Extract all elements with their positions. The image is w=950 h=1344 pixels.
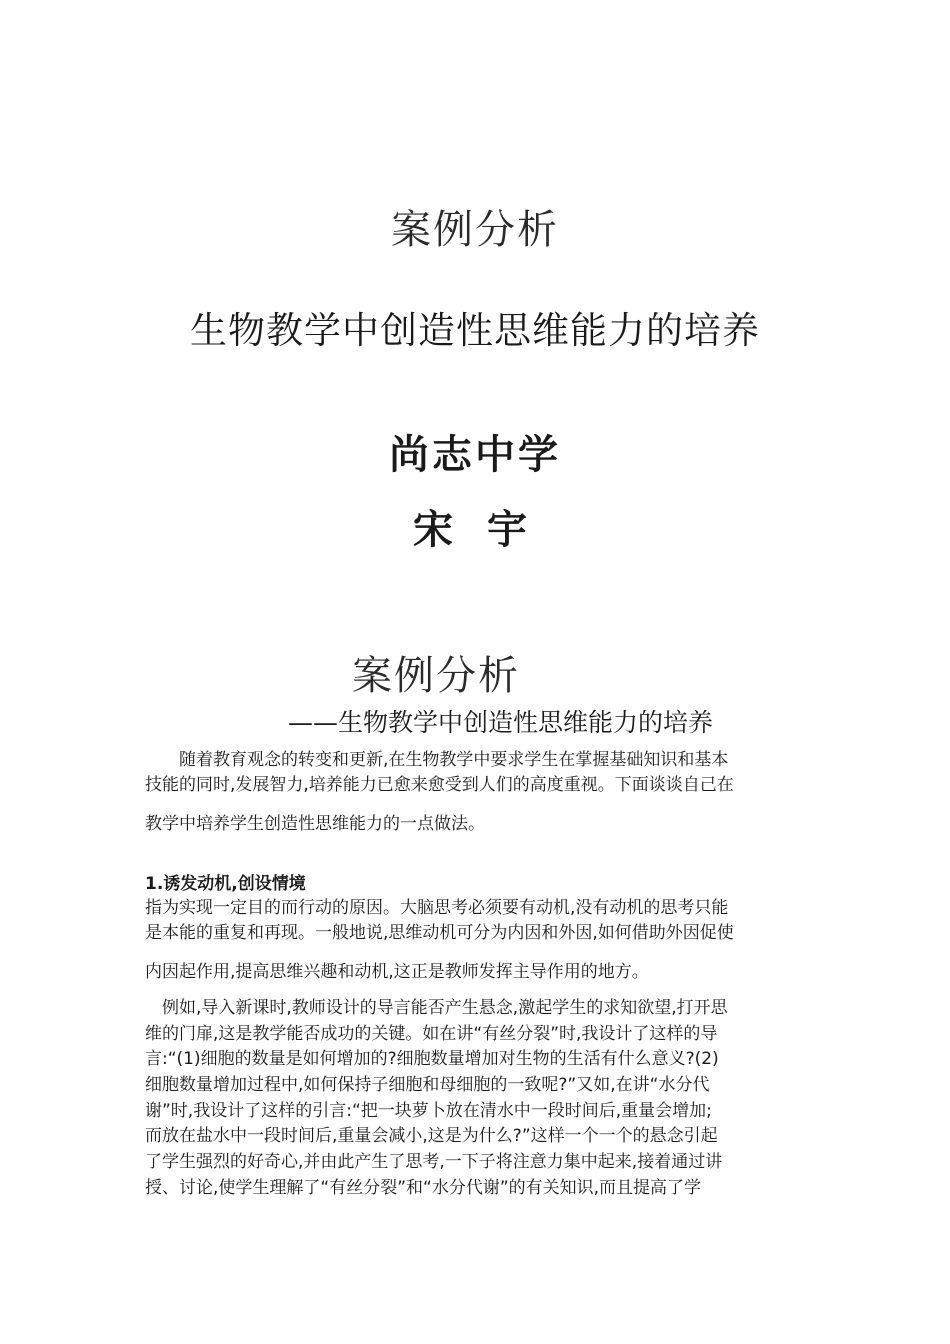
text-line: 指为实现一定目的而行动的原因。大脑思考必须要有动机,没有动机的思考只能 [145,898,729,918]
text-line: 教学中培养学生创造性思维能力的一点做法。 [145,814,485,834]
text-line: 维的门扉,这是教学能否成功的关键。如在讲“有丝分裂”时,我设计了这样的导 [145,1023,718,1044]
text-line: 内因起作用,提高思维兴趣和动机,这正是教师发挥主导作用的地方。 [145,962,649,982]
body-heading: 案例分析 [352,653,520,699]
text-line: 谢”时,我设计了这样的引言:“把一块萝卜放在清水中一段时间后,重量会增加; [145,1100,712,1121]
cover-author: 宋 宇 [413,507,537,553]
cover-title: 生物教学中创造性思维能力的培养 [190,309,760,352]
text-line: 授、讨论,使学生理解了“有丝分裂”和“水分代谢”的有关知识,而且提高了学 [145,1177,702,1198]
text-line: 而放在盐水中一段时间后,重量会减小,这是为什么?”这样一个一个的悬念引起 [145,1126,718,1147]
text-line: 是本能的重复和再现。一般地说,思维动机可分为内因和外因,如何借助外因促使 [145,923,734,943]
text-line: 随着教育观念的转变和更新,在生物教学中要求学生在掌握基础知识和基本 [145,750,729,770]
cover-school: 尚志中学 [389,432,561,478]
text-line: 例如,导入新课时,教师设计的导言能否产生悬念,激起学生的求知欲望,打开思 [145,998,728,1018]
section-1-heading: 1.诱发动机,创设情境 [145,874,306,894]
intro-paragraph [145,748,815,837]
body-subtitle: ——生物教学中创造性思维能力的培养 [288,708,714,737]
section-heading [145,872,815,896]
text-line: 细胞数量增加过程中,如何保持子细胞和母细胞的一致呢?”又如,在讲“水分代 [145,1075,710,1096]
text-line: 技能的同时,发展智力,培养能力已愈来愈受到人们的高度重视。下面谈谈自己在 [145,775,734,795]
text-line: 了学生强烈的好奇心,并由此产生了思考,一下子将注意力集中起来,接着通过讲 [145,1152,723,1173]
example-paragraph [145,996,815,1202]
text-line: 言:“(1)细胞的数量是如何增加的?细胞数量增加对生物的生活有什么意义?(2) [145,1049,719,1070]
section-1-paragraph [145,896,815,985]
cover-heading: 案例分析 [391,207,559,253]
